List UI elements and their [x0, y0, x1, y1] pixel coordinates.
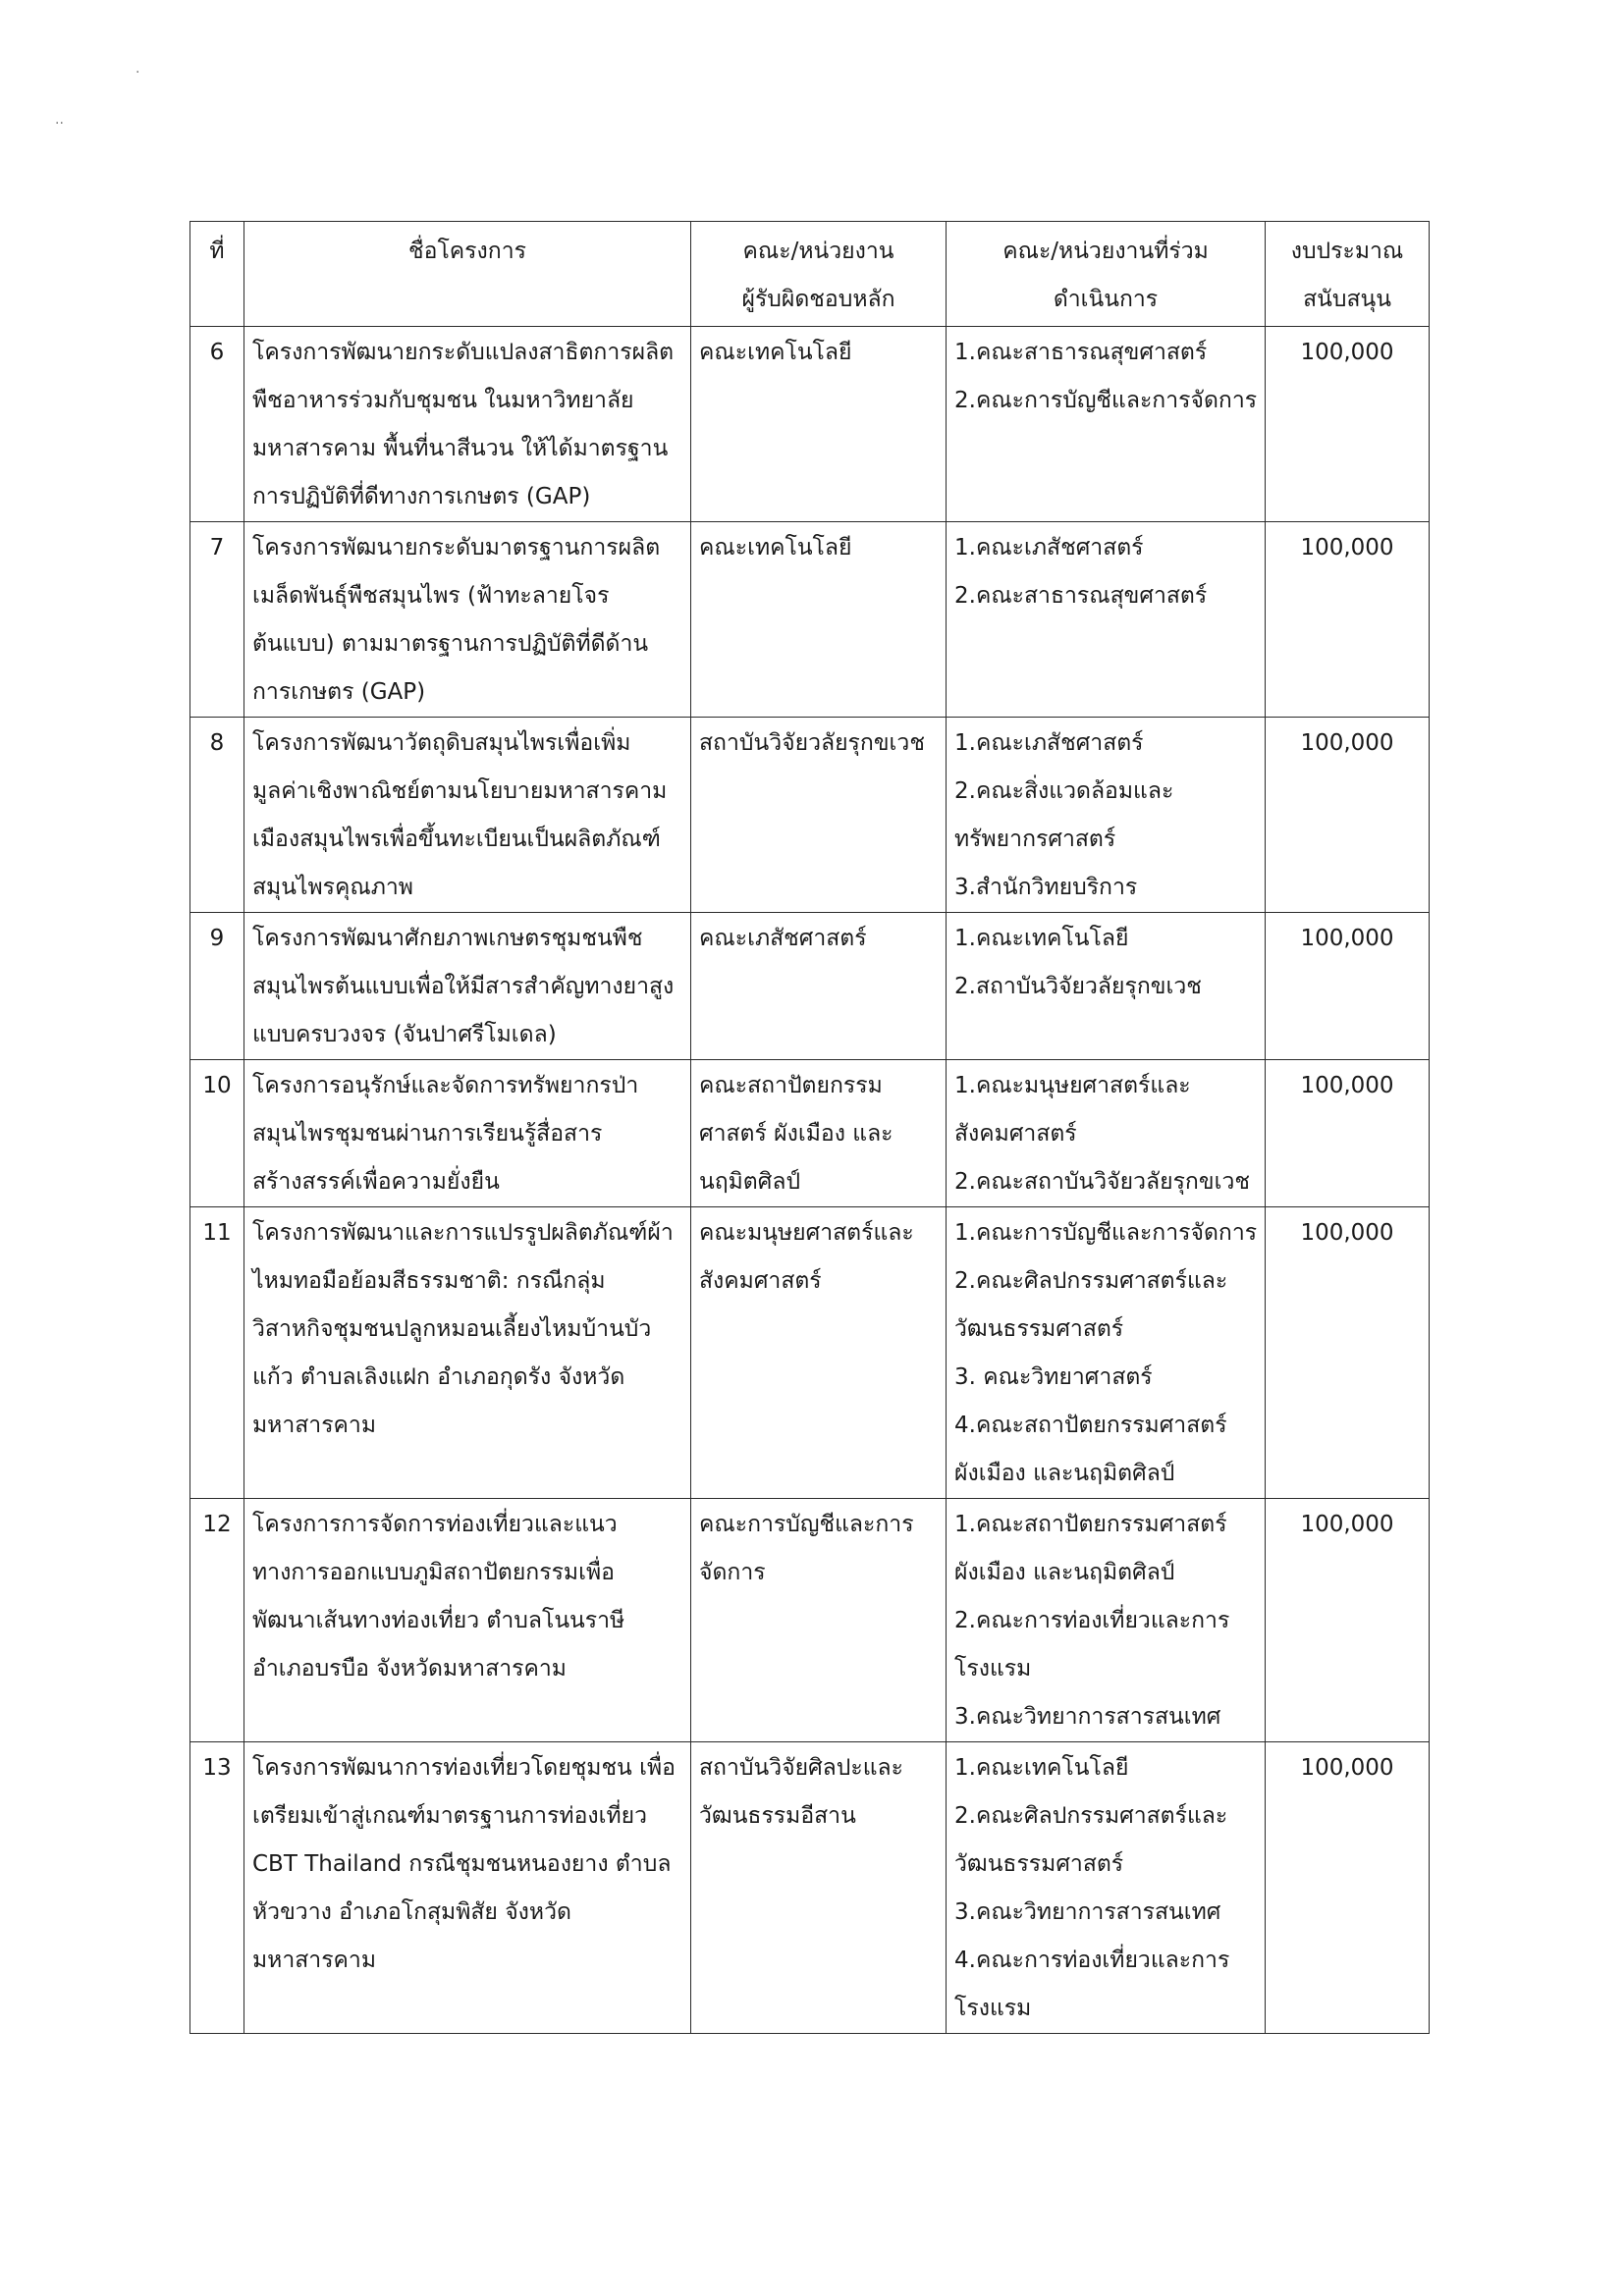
- table-row: [190, 327, 1430, 522]
- project-name-line: ไหมทอมือย้อมสีธรรมชาติ: กรณีกลุ่ม: [252, 1268, 606, 1294]
- budget-value: 100,000: [1300, 340, 1394, 365]
- partner-unit-line: วัฒนธรรมศาสตร์: [954, 1316, 1124, 1342]
- row-number-cell: [190, 1499, 244, 1742]
- project-name-cell: [244, 1742, 691, 2034]
- project-name-line: อำเภอบรบือ จังหวัดมหาสารคาม: [252, 1656, 567, 1682]
- partner-unit-line: 1.คณะสถาปัตยกรรมศาสตร์: [954, 1512, 1227, 1537]
- partner-unit-line: 2.คณะสถาบันวิจัยวลัยรุกขเวช: [954, 1169, 1250, 1195]
- budget-value: 100,000: [1300, 926, 1394, 951]
- budget-value: 100,000: [1300, 1512, 1394, 1537]
- header-no: [190, 222, 244, 327]
- partner-units-cell: [947, 913, 1266, 1060]
- header-responsible: [691, 222, 947, 327]
- partner-unit-line: ทรัพยากรศาสตร์: [954, 827, 1116, 852]
- budget-cell: [1266, 1742, 1430, 2034]
- row-number-cell: [190, 1207, 244, 1499]
- scan-speck: ·: [135, 65, 140, 80]
- table-row: [190, 718, 1430, 913]
- project-name-line: วิสาหกิจชุมชนปลูกหมอนเลี้ยงไหมบ้านบัว: [252, 1316, 652, 1342]
- project-name-cell: [244, 1499, 691, 1742]
- partner-unit-line: 1.คณะสาธารณสุขศาสตร์: [954, 340, 1208, 365]
- partner-unit-line: 2.คณะการท่องเที่ยวและการ: [954, 1608, 1230, 1633]
- project-table: [189, 221, 1430, 2034]
- partner-unit-line: 4.คณะสถาปัตยกรรมศาสตร์: [954, 1413, 1227, 1438]
- budget-cell: [1266, 1207, 1430, 1499]
- project-name-cell: [244, 1207, 691, 1499]
- partner-units-cell: [947, 1499, 1266, 1742]
- partner-units-cell: [947, 718, 1266, 913]
- budget-cell: [1266, 1060, 1430, 1207]
- partner-unit-line: ผังเมือง และนฤมิตศิลป์: [954, 1560, 1175, 1585]
- table-header-row: [190, 222, 1430, 327]
- table-row: [190, 1207, 1430, 1499]
- budget-cell: [1266, 913, 1430, 1060]
- responsible-unit-line: สถาบันวิจัยศิลปะและ: [699, 1755, 903, 1781]
- project-name-line: เตรียมเข้าสู่เกณฑ์มาตรฐานการท่องเที่ยว: [252, 1803, 648, 1829]
- project-name-cell: [244, 718, 691, 913]
- responsible-unit-line: คณะสถาปัตยกรรม: [699, 1073, 883, 1098]
- table-body: [190, 327, 1430, 2034]
- responsible-unit-cell: [691, 1060, 947, 1207]
- project-name-line: เมืองสมุนไพรเพื่อขึ้นทะเบียนเป็นผลิตภัณฑ์: [252, 827, 661, 852]
- project-name-line: มหาสารคาม: [252, 1948, 377, 1973]
- header-budget: [1266, 222, 1430, 327]
- project-name-line: มหาสารคาม พื้นที่นาสีนวน ให้ได้มาตรฐาน: [252, 436, 669, 461]
- row-number-cell: [190, 1742, 244, 2034]
- project-name-line: การเกษตร (GAP): [252, 679, 426, 705]
- project-name-line: แบบครบวงจร (จันปาศรีโมเดล): [252, 1022, 557, 1047]
- row-number-cell: [190, 327, 244, 522]
- partner-unit-line: 3.คณะวิทยาการสารสนเทศ: [954, 1899, 1221, 1925]
- row-number-cell: [190, 913, 244, 1060]
- budget-value: 100,000: [1300, 535, 1394, 561]
- partner-unit-line: 2.คณะศิลปกรรมศาสตร์และ: [954, 1268, 1228, 1294]
- header-budget-line: งบประมาณ: [1290, 239, 1404, 264]
- project-name-line: หัวขวาง อำเภอโกสุมพิสัย จังหวัด: [252, 1899, 571, 1925]
- row-number: 9: [209, 926, 225, 951]
- header-partners-line: ดำเนินการ: [1053, 287, 1159, 312]
- partner-unit-line: 1.คณะการบัญชีและการจัดการ: [954, 1220, 1258, 1246]
- partner-unit-line: 1.คณะเทคโนโลยี: [954, 1755, 1129, 1781]
- project-name-cell: [244, 1060, 691, 1207]
- project-name-line: โครงการพัฒนาและการแปรรูปผลิตภัณฑ์ผ้า: [252, 1220, 674, 1246]
- project-name-line: โครงการพัฒนาการท่องเที่ยวโดยชุมชน เพื่อ: [252, 1755, 676, 1781]
- partner-unit-line: 3. คณะวิทยาศาสตร์: [954, 1364, 1153, 1390]
- budget-cell: [1266, 327, 1430, 522]
- project-name-line: มหาสารคาม: [252, 1413, 377, 1438]
- project-name-line: แก้ว ตำบลเลิงแฝก อำเภอกุดรัง จังหวัด: [252, 1364, 625, 1390]
- responsible-unit-line: คณะการบัญชีและการ: [699, 1512, 914, 1537]
- partner-unit-line: 2.คณะศิลปกรรมศาสตร์และ: [954, 1803, 1228, 1829]
- partner-units-cell: [947, 522, 1266, 718]
- partner-units-cell: [947, 327, 1266, 522]
- partner-unit-line: 2.คณะสิ่งแวดล้อมและ: [954, 778, 1174, 804]
- partner-units-cell: [947, 1207, 1266, 1499]
- budget-value: 100,000: [1300, 1073, 1394, 1098]
- responsible-unit-line: คณะมนุษยศาสตร์และ: [699, 1220, 914, 1246]
- partner-unit-line: 1.คณะเภสัชศาสตร์: [954, 535, 1144, 561]
- responsible-unit-cell: [691, 1499, 947, 1742]
- project-name-line: โครงการอนุรักษ์และจัดการทรัพยากรป่า: [252, 1073, 639, 1098]
- responsible-unit-line: ศาสตร์ ผังเมือง และ: [699, 1121, 893, 1147]
- project-name-line: การปฏิบัติที่ดีทางการเกษตร (GAP): [252, 484, 591, 509]
- row-number: 8: [209, 730, 225, 756]
- partner-unit-line: โรงแรม: [954, 1656, 1032, 1682]
- partner-unit-line: โรงแรม: [954, 1996, 1032, 2021]
- project-name-cell: [244, 913, 691, 1060]
- row-number: 7: [209, 535, 225, 561]
- project-name-line: ทางการออกแบบภูมิสถาปัตยกรรมเพื่อ: [252, 1560, 615, 1585]
- partner-unit-line: สังคมศาสตร์: [954, 1121, 1077, 1147]
- partner-units-cell: [947, 1742, 1266, 2034]
- responsible-unit-line: จัดการ: [699, 1560, 766, 1585]
- budget-value: 100,000: [1300, 730, 1394, 756]
- budget-value: 100,000: [1300, 1755, 1394, 1781]
- header-partners-line: คณะ/หน่วยงานที่ร่วม: [1002, 239, 1209, 264]
- responsible-unit-line: สังคมศาสตร์: [699, 1268, 822, 1294]
- budget-cell: [1266, 1499, 1430, 1742]
- responsible-unit-line: สถาบันวิจัยวลัยรุกขเวช: [699, 730, 925, 756]
- header-responsible-line: คณะ/หน่วยงาน: [742, 239, 894, 264]
- header-no-label: ที่: [209, 239, 225, 264]
- table-row: [190, 1060, 1430, 1207]
- header-project-label: ชื่อโครงการ: [408, 239, 526, 264]
- partner-unit-line: 1.คณะเทคโนโลยี: [954, 926, 1129, 951]
- partner-unit-line: วัฒนธรรมศาสตร์: [954, 1851, 1124, 1877]
- project-name-line: โครงการพัฒนาวัตถุดิบสมุนไพรเพื่อเพิ่ม: [252, 730, 631, 756]
- table-row: [190, 1742, 1430, 2034]
- responsible-unit-line: คณะเภสัชศาสตร์: [699, 926, 867, 951]
- partner-unit-line: 2.คณะการบัญชีและการจัดการ: [954, 388, 1258, 413]
- partner-unit-line: 1.คณะเภสัชศาสตร์: [954, 730, 1144, 756]
- row-number-cell: [190, 718, 244, 913]
- table-row: [190, 913, 1430, 1060]
- table-row: [190, 522, 1430, 718]
- partner-unit-line: 3.คณะวิทยาการสารสนเทศ: [954, 1704, 1221, 1730]
- responsible-unit-line: คณะเทคโนโลยี: [699, 535, 852, 561]
- project-name-line: สมุนไพรต้นแบบเพื่อให้มีสารสำคัญทางยาสูง: [252, 974, 675, 999]
- budget-cell: [1266, 522, 1430, 718]
- partner-units-cell: [947, 1060, 1266, 1207]
- row-number: 6: [209, 340, 225, 365]
- partner-unit-line: 1.คณะมนุษยศาสตร์และ: [954, 1073, 1191, 1098]
- project-name-line: มูลค่าเชิงพาณิชย์ตามนโยบายมหาสารคาม: [252, 778, 668, 804]
- responsible-unit-cell: [691, 718, 947, 913]
- project-name-line: โครงการพัฒนายกระดับแปลงสาธิตการผลิต: [252, 340, 675, 365]
- project-name-line: ต้นแบบ) ตามมาตรฐานการปฏิบัติที่ดีด้าน: [252, 631, 649, 657]
- budget-cell: [1266, 718, 1430, 913]
- header-project: [244, 222, 691, 327]
- project-name-line: โครงการพัฒนายกระดับมาตรฐานการผลิต: [252, 535, 661, 561]
- responsible-unit-cell: [691, 327, 947, 522]
- budget-value: 100,000: [1300, 1220, 1394, 1246]
- table-row: [190, 1499, 1430, 1742]
- responsible-unit-line: นฤมิตศิลป์: [699, 1169, 801, 1195]
- header-budget-line: สนับสนุน: [1303, 287, 1391, 312]
- project-name-line: โครงการการจัดการท่องเที่ยวและแนว: [252, 1512, 618, 1537]
- responsible-unit-line: วัฒนธรรมอีสาน: [699, 1803, 856, 1829]
- header-partners: [947, 222, 1266, 327]
- row-number-cell: [190, 1060, 244, 1207]
- row-number: 13: [202, 1755, 232, 1781]
- row-number-cell: [190, 522, 244, 718]
- project-name-line: โครงการพัฒนาศักยภาพเกษตรชุมชนพืช: [252, 926, 643, 951]
- row-number: 10: [202, 1073, 232, 1098]
- row-number: 12: [202, 1512, 232, 1537]
- partner-unit-line: 4.คณะการท่องเที่ยวและการ: [954, 1948, 1230, 1973]
- header-responsible-line: ผู้รับผิดชอบหลัก: [741, 287, 895, 312]
- partner-unit-line: 2.คณะสาธารณสุขศาสตร์: [954, 583, 1208, 609]
- project-name-line: พัฒนาเส้นทางท่องเที่ยว ตำบลโนนราษี: [252, 1608, 625, 1633]
- project-name-cell: [244, 522, 691, 718]
- responsible-unit-cell: [691, 522, 947, 718]
- responsible-unit-cell: [691, 1207, 947, 1499]
- project-name-line: พืชอาหารร่วมกับชุมชน ในมหาวิทยาลัย: [252, 388, 634, 413]
- partner-unit-line: 2.สถาบันวิจัยวลัยรุกขเวช: [954, 974, 1202, 999]
- project-name-cell: [244, 327, 691, 522]
- responsible-unit-cell: [691, 1742, 947, 2034]
- responsible-unit-line: คณะเทคโนโลยี: [699, 340, 852, 365]
- project-name-line: CBT Thailand กรณีชุมชนหนองยาง ตำบล: [252, 1851, 672, 1877]
- scan-speck: ··: [55, 116, 64, 132]
- partner-unit-line: 3.สำนักวิทยบริการ: [954, 875, 1138, 900]
- row-number: 11: [202, 1220, 232, 1246]
- responsible-unit-cell: [691, 913, 947, 1060]
- project-name-line: เมล็ดพันธุ์พืชสมุนไพร (ฟ้าทะลายโจร: [252, 583, 610, 609]
- project-name-line: สร้างสรรค์เพื่อความยั่งยืน: [252, 1169, 500, 1195]
- project-name-line: สมุนไพรคุณภาพ: [252, 875, 413, 900]
- project-name-line: สมุนไพรชุมชนผ่านการเรียนรู้สื่อสาร: [252, 1121, 603, 1147]
- partner-unit-line: ผังเมือง และนฤมิตศิลป์: [954, 1461, 1175, 1486]
